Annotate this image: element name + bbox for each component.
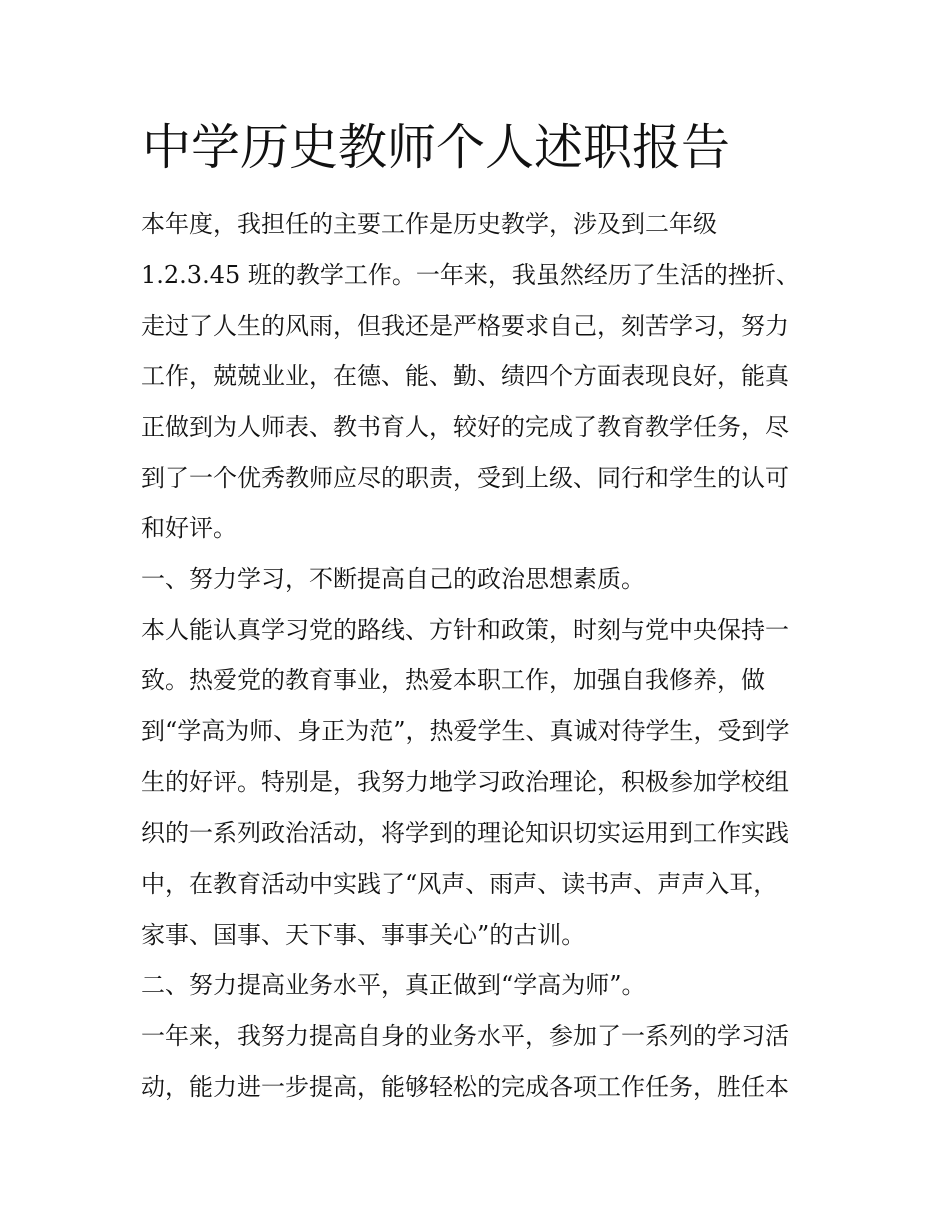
document-title: 中学历史教师个人述职报告 [142, 119, 731, 176]
paragraph-line: 和好评。 [141, 514, 237, 542]
paragraph-line: 生的好评。特别是，我努力地学习政治理论，积极参加学校组 [141, 768, 789, 796]
paragraph-line: 致。热爱党的教育事业，热爱本职工作，加强自我修养，做 [141, 666, 765, 694]
paragraph-line: 工作，兢兢业业，在德、能、勤、绩四个方面表现良好，能真 [141, 362, 789, 390]
paragraph-line: 到了一个优秀教师应尽的职责，受到上级、同行和学生的认可 [141, 464, 789, 492]
paragraph-line: 动，能力进一步提高，能够轻松的完成各项工作任务，胜任本 [141, 1073, 789, 1101]
paragraph-line: 一年来，我努力提高自身的业务水平，参加了一系列的学习活 [141, 1022, 789, 1050]
paragraph-line: 到“学高为师、身正为范”，热爱学生、真诚对待学生，受到学 [141, 717, 790, 745]
section-heading-1: 一、努力学习，不断提高自己的政治思想素质。 [141, 565, 645, 593]
paragraph-line: 织的一系列政治活动，将学到的理论知识切实运用到工作实践 [141, 819, 789, 847]
paragraph-line: 中，在教育活动中实践了“风声、雨声、读书声、声声入耳， [141, 870, 778, 898]
paragraph-line: 家事、国事、天下事、事事关心”的古训。 [141, 921, 586, 949]
paragraph-line: 本人能认真学习党的路线、方针和政策，时刻与党中央保持一 [141, 616, 789, 644]
section-heading-2: 二、努力提高业务水平，真正做到“学高为师”。 [141, 971, 646, 999]
paragraph-line: 本年度，我担任的主要工作是历史教学，涉及到二年级 [141, 210, 717, 238]
paragraph-line: 1.2.3.45 班的教学工作。一年来，我虽然经历了生活的挫折、 [141, 261, 800, 289]
paragraph-line: 走过了人生的风雨，但我还是严格要求自己，刻苦学习，努力 [141, 312, 789, 340]
paragraph-line: 正做到为人师表、教书育人，较好的完成了教育教学任务，尽 [141, 413, 789, 441]
